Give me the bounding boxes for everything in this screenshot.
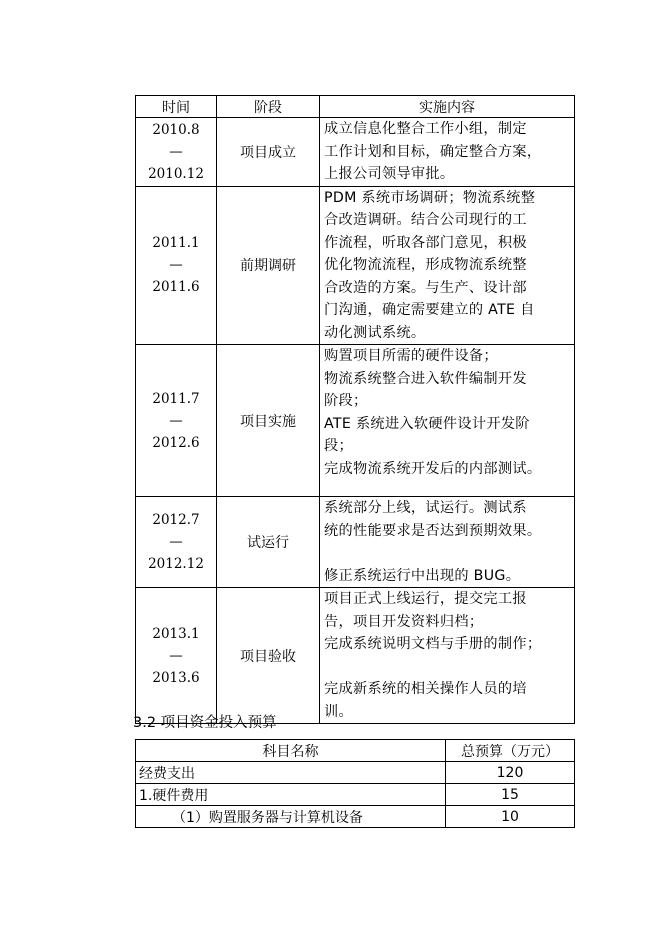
table-header-row	[136, 740, 575, 762]
header-total-budget: 总预算（万元）	[446, 740, 575, 762]
subject-name-cell: 经费支出	[136, 762, 446, 784]
content-line: 购置项目所需的硬件设备；	[324, 348, 498, 364]
content-line: 完成物流系统开发后的内部测试。	[324, 460, 542, 477]
table-row	[136, 186, 575, 345]
time-cell	[136, 186, 217, 345]
budget-value-cell: 120	[446, 762, 575, 784]
time-cell	[136, 345, 217, 497]
time-cell	[136, 497, 217, 588]
content-line: 合改造的方案。与生产、设计部	[324, 279, 527, 296]
table-row	[136, 806, 575, 828]
table-row	[136, 345, 575, 497]
content-line	[324, 656, 572, 679]
content-line: 阶段；	[324, 393, 368, 409]
content-cell	[320, 345, 575, 497]
time-cell	[136, 118, 217, 187]
content-line: 动化测试系统。	[324, 324, 426, 341]
content-line: 物流系统整合进入软件编制开发	[324, 370, 527, 387]
phase-cell: 项目验收	[217, 588, 320, 724]
time-end: 2010.12	[148, 165, 204, 182]
time-start: 2011.1	[152, 235, 200, 252]
budget-value-cell: 15	[446, 784, 575, 806]
time-sep: —	[169, 143, 183, 160]
header-phase: 阶段	[217, 96, 320, 118]
time-end: 2012.12	[148, 556, 204, 572]
content-line: 完成系统说明文档与手册的制作；	[324, 636, 542, 652]
content-line: 优化物流流程，形成物流系统整	[324, 257, 527, 273]
phase-cell: 项目成立	[217, 118, 320, 187]
table-row	[136, 497, 575, 588]
time-sep: —	[169, 412, 183, 429]
table-row	[136, 588, 575, 724]
content-line: 上报公司领导审批。	[324, 166, 455, 182]
content-line: 统的性能要求是否达到预期效果。	[324, 522, 542, 539]
header-time: 时间	[136, 96, 217, 118]
content-line: 工作计划和目标，确定整合方案，	[324, 143, 542, 160]
content-line: ATE 系统进入软硬件设计开发阶	[324, 415, 530, 432]
content-line	[324, 542, 572, 565]
section-title: 3.2 项目资金投入预算	[133, 715, 277, 731]
phase-cell: 前期调研	[217, 186, 320, 345]
table-row	[136, 784, 575, 806]
time-start: 2010.8	[152, 121, 200, 138]
content-line: 项目正式上线运行，提交完工报	[324, 591, 527, 607]
content-line: 完成新系统的相关操作人员的培	[324, 681, 527, 697]
content-line: 作流程，听取各部门意见，积极	[324, 234, 527, 251]
content-cell	[320, 497, 575, 588]
content-line: 修正系统运行中出现的 BUG。	[324, 567, 521, 584]
time-start: 2013.1	[152, 625, 200, 642]
table-row	[136, 762, 575, 784]
time-cell	[136, 588, 217, 724]
time-end: 2013.6	[152, 669, 200, 686]
time-sep: —	[169, 257, 183, 274]
content-cell	[320, 186, 575, 345]
content-line: 成立信息化整合工作小组，制定	[324, 121, 527, 137]
content-line: 告，项目开发资料归档；	[324, 613, 484, 630]
schedule-table	[135, 95, 575, 724]
time-end: 2012.6	[152, 434, 200, 451]
content-line: 合改造调研。结合公司现行的工	[324, 212, 527, 228]
content-cell	[320, 118, 575, 187]
content-line: 门沟通，确定需要建立的 ATE 自	[324, 302, 535, 318]
phase-cell: 试运行	[217, 497, 320, 588]
header-subject-name: 科目名称	[136, 740, 446, 762]
content-line: 段；	[324, 438, 353, 454]
budget-value-cell: 10	[446, 806, 575, 828]
table-row	[136, 118, 575, 187]
header-content: 实施内容	[320, 96, 575, 118]
content-line: PDM 系统市场调研；物流系统整	[324, 189, 536, 206]
table-header-row	[136, 96, 575, 118]
subject-name-cell: 1.硬件费用	[136, 784, 446, 806]
time-sep: —	[169, 534, 183, 550]
time-start: 2012.7	[152, 512, 200, 528]
time-sep: —	[169, 647, 183, 664]
budget-table	[135, 739, 575, 828]
time-end: 2011.6	[152, 279, 200, 296]
phase-cell: 项目实施	[217, 345, 320, 497]
content-cell	[320, 588, 575, 724]
subject-name-cell: （1）购置服务器与计算机设备	[136, 806, 446, 828]
time-start: 2011.7	[152, 390, 200, 407]
content-line: 训。	[324, 703, 353, 720]
content-line: 系统部分上线，试运行。测试系	[324, 500, 527, 516]
